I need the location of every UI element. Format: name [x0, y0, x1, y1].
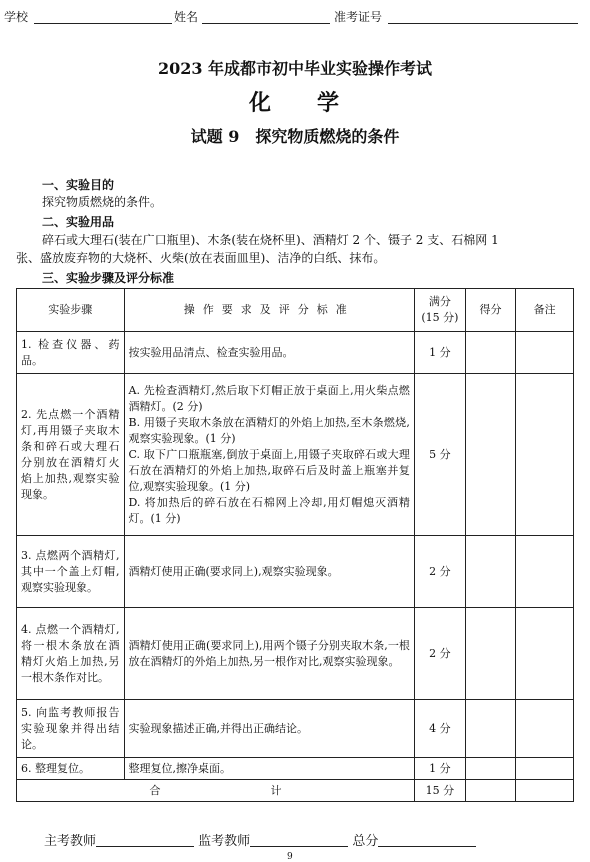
- operation-line: 实验现象描述正确,并得出正确结论。: [128, 721, 308, 735]
- materials-line-2: 张、盛放废弃物的大烧杯、火柴(放在表面皿里)、洁净的白纸、抹布。: [16, 251, 386, 265]
- table-row: [17, 700, 574, 758]
- note-cell[interactable]: [516, 374, 574, 536]
- total-full-score: 15 分: [414, 780, 465, 802]
- header-full-score-total: (15 分): [421, 311, 459, 324]
- full-score-cell: 2 分: [414, 608, 465, 700]
- full-score-cell: 1 分: [414, 332, 465, 374]
- subject-title-char-2: 学: [317, 90, 342, 116]
- full-score-cell: 2 分: [414, 536, 465, 608]
- note-cell[interactable]: [516, 332, 574, 374]
- chief-examiner-field[interactable]: [96, 832, 194, 847]
- header-operation: 操作要求及评分标准: [124, 289, 414, 332]
- step-cell: 1. 检查仪器、药品。: [17, 332, 125, 374]
- operation-cell: [124, 700, 414, 758]
- score-cell[interactable]: [465, 700, 515, 758]
- operation-line: 酒精灯使用正确(要求同上),用两个镊子分别夹取木条,一根放在酒精灯的外焰上加热,另一根作对比,观察实验现象。: [128, 638, 410, 668]
- note-cell[interactable]: [516, 536, 574, 608]
- purpose-heading: 一、实验目的: [42, 178, 115, 192]
- full-score-cell: 1 分: [414, 758, 465, 780]
- total-score-label: 总分: [352, 834, 379, 849]
- note-cell[interactable]: [516, 758, 574, 780]
- operation-line: 酒精灯使用正确(要求同上),观察实验现象。: [128, 564, 339, 578]
- header-full-score-label: 满分: [428, 295, 451, 308]
- proctor-label: 监考教师: [198, 834, 251, 849]
- operation-cell: [124, 374, 414, 536]
- school-field[interactable]: [34, 23, 172, 24]
- proctor-field[interactable]: [250, 832, 348, 847]
- page-number: 9: [287, 852, 293, 862]
- steps-heading: 三、实验步骤及评分标准: [42, 271, 175, 285]
- operation-line: B. 用镊子夹取木条放在酒精灯的外焰上加热,至木条燃烧,观察实验现象。(1 分): [128, 415, 410, 445]
- step-cell: 6. 整理复位。: [17, 758, 125, 780]
- exam-number-label: 准考证号: [334, 10, 383, 24]
- total-score-field[interactable]: [378, 832, 476, 847]
- scoring-table: [16, 288, 574, 802]
- operation-line: 整理复位,擦净桌面。: [128, 761, 231, 775]
- score-cell[interactable]: [465, 332, 515, 374]
- header-score: 得分: [465, 289, 515, 332]
- note-cell[interactable]: [516, 608, 574, 700]
- table-row: [17, 608, 574, 700]
- header-full-score: [414, 289, 465, 332]
- operation-cell: [124, 536, 414, 608]
- score-cell[interactable]: [465, 536, 515, 608]
- header-step: 实验步骤: [17, 289, 125, 332]
- operation-cell: [124, 608, 414, 700]
- score-cell[interactable]: [465, 758, 515, 780]
- operation-line: D. 将加热后的碎石放在石棉网上冷却,用灯帽熄灭酒精灯。(1 分): [128, 495, 410, 525]
- question-title: 试题 9 探究物质燃烧的条件: [190, 127, 400, 146]
- school-label: 学校: [4, 10, 29, 24]
- step-cell: 4. 点燃一个酒精灯,将一根木条放在酒精灯火焰上加热,另一根木条作对比。: [17, 608, 125, 700]
- total-label-char-2: 计: [270, 783, 282, 797]
- score-cell[interactable]: [465, 608, 515, 700]
- score-cell[interactable]: [465, 374, 515, 536]
- note-cell[interactable]: [516, 700, 574, 758]
- total-row: [17, 780, 574, 802]
- candidate-info-line: [4, 8, 578, 28]
- materials-heading: 二、实验用品: [42, 215, 115, 229]
- header-note: 备注: [516, 289, 574, 332]
- table-header-row: [17, 289, 574, 332]
- table-row: [17, 374, 574, 536]
- purpose-text: 探究物质燃烧的条件。: [42, 195, 163, 209]
- table-row: [17, 332, 574, 374]
- name-field[interactable]: [202, 23, 330, 24]
- operation-line: 按实验用品清点、检查实验用品。: [128, 345, 294, 359]
- name-label: 姓名: [174, 10, 199, 24]
- operation-cell: [124, 758, 414, 780]
- subject-title: [0, 86, 590, 117]
- full-score-cell: 4 分: [414, 700, 465, 758]
- table-row: [17, 536, 574, 608]
- chief-examiner-label: 主考教师: [44, 834, 97, 849]
- step-cell: 5. 向监考教师报告实验现象并得出结论。: [17, 700, 125, 758]
- operation-line: A. 先检查酒精灯,然后取下灯帽正放于桌面上,用火柴点燃酒精灯。(2 分): [128, 383, 410, 413]
- total-label-cell: [17, 780, 415, 802]
- operation-line: C. 取下广口瓶瓶塞,倒放于桌面上,用镊子夹取碎石或大理石放在酒精灯的外焰上加热,取碎石后及时盖上瓶塞并复位,观察实验现象。(1 分): [128, 447, 410, 493]
- total-note-cell[interactable]: [516, 780, 574, 802]
- full-score-cell: 5 分: [414, 374, 465, 536]
- signature-line: [44, 830, 476, 849]
- operation-cell: [124, 332, 414, 374]
- step-cell: 3. 点燃两个酒精灯,其中一个盖上灯帽,观察实验现象。: [17, 536, 125, 608]
- total-score-cell[interactable]: [465, 780, 515, 802]
- subject-title-char-1: 化: [248, 90, 273, 116]
- step-cell: 2. 先点燃一个酒精灯,再用镊子夹取木条和碎石或大理石分别放在酒精灯火焰上加热,观察实验现象。: [17, 374, 125, 536]
- exam-title: 2023 年成都市初中毕业实验操作考试: [157, 59, 433, 78]
- total-label-char-1: 合: [149, 783, 161, 797]
- exam-number-field[interactable]: [388, 23, 578, 24]
- table-row: [17, 758, 574, 780]
- materials-line-1: 碎石或大理石(装在广口瓶里)、木条(装在烧杯里)、酒精灯 2 个、镊子 2 支、石棉网 1: [42, 233, 499, 247]
